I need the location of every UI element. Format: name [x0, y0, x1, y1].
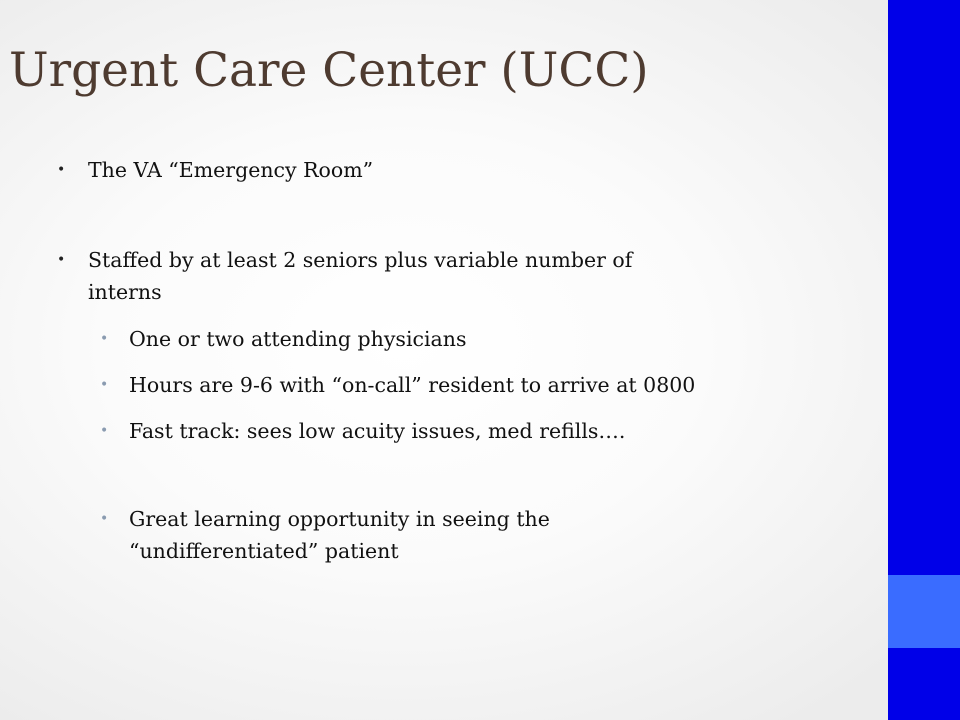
sub-bullet-dot-icon: • — [100, 511, 109, 527]
accent-band-middle — [888, 575, 960, 648]
sub-bullet-text-line-2: “undifferentiated” patient — [129, 539, 399, 563]
sub-bullet-item — [100, 323, 819, 355]
bullet-text: The VA “Emergency Room” — [88, 158, 374, 182]
bullet-dot-icon: • — [57, 252, 66, 268]
bullet-item — [57, 244, 788, 308]
sub-bullet-item — [100, 369, 819, 401]
sub-bullet-dot-icon: • — [100, 377, 109, 393]
accent-band-bottom — [888, 648, 960, 720]
bullet-dot-icon: • — [57, 162, 66, 178]
bullet-item — [57, 154, 788, 186]
sub-bullet-dot-icon: • — [100, 331, 109, 347]
accent-band-top — [888, 0, 960, 575]
sub-bullet-text-line-1: Great learning opportunity in seeing the — [129, 507, 550, 531]
sub-bullet-text: Hours are 9-6 with “on-call” resident to arrive at 0800 — [129, 373, 696, 397]
sub-bullet-item — [100, 503, 819, 567]
sub-bullet-text: One or two attending physicians — [129, 327, 467, 351]
slide-title: Urgent Care Center (UCC) — [9, 43, 649, 98]
bullet-text-line-2: interns — [88, 280, 162, 304]
sub-bullet-text: Fast track: sees low acuity issues, med refills…. — [129, 419, 626, 443]
bullet-text-line-1: Staffed by at least 2 seniors plus variable number of — [88, 248, 633, 272]
sub-bullet-item — [100, 415, 819, 447]
sub-bullet-dot-icon: • — [100, 423, 109, 439]
